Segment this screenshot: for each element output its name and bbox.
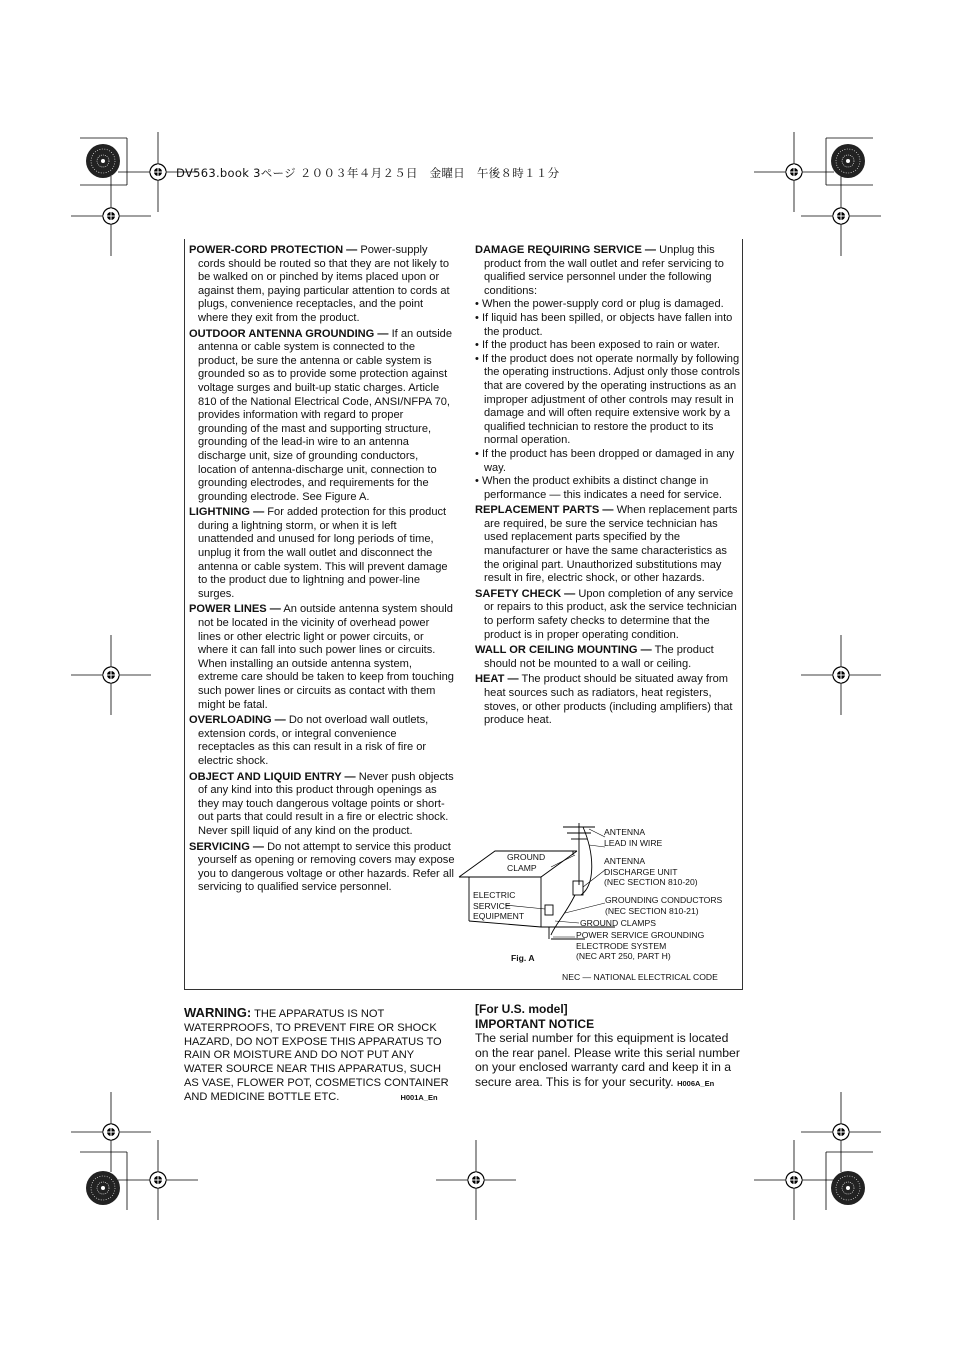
object-liquid-entry: OBJECT AND LIQUID ENTRY — Never push objects of any kind into this product through openings as they may touch dangerous voltage points or short-out parts that could result in a fire or electric shock. Never spill liquid of any kind on the product. xyxy=(189,770,454,837)
label-grounding-conductors: GROUNDING CONDUCTORS (NEC SECTION 810-21) xyxy=(605,895,723,916)
wall-ceiling-mounting: WALL OR CEILING MOUNTING — The product should not be mounted to a wall or ceiling. xyxy=(475,644,714,670)
notice-code: H006A_En xyxy=(677,1078,715,1088)
power-lines: POWER LINES — An outside antenna system should not be located in the vicinity of overhead power lines or other electric light or power circuits, or where it can fall into such power lines or circuits. When installing an outside antenna system, extreme care should be taken to keep from touching such power lines or circuits as contact with them might be fatal. xyxy=(189,603,454,711)
warning-label: WARNING: xyxy=(184,1005,252,1020)
heat: HEAT — The product should be situated away from heat sources such as radiators, heat registers, stoves, or other products (including amplifiers) that produce heat. xyxy=(475,673,733,727)
figure-caption: Fig. A xyxy=(511,953,535,963)
warning-text: THE APPARATUS IS NOT WATERPROOFS, TO PREVENT FIRE OR SHOCK HAZARD, DO NOT EXPOSE THIS APPARATUS TO RAIN OR MOISTURE AND DO NOT PUT ANY WATER SOURCE NEAR THIS APPARATUS, SUCH AS VASE, FLOWER POT, COSMETICS CONTAINER AND MEDICINE BOTTLE ETC. xyxy=(184,1008,449,1103)
damage-bullet: • If the product has been dropped or damaged in any way. xyxy=(475,447,735,474)
safety-check: SAFETY CHECK — Upon completion of any service or repairs to this product, ask the service technician to perform safety checks to determine that the product is in proper operating condition. xyxy=(475,587,737,641)
power-cord-protection: POWER-CORD PROTECTION — Power-supply cords should be routed so that they are not likely to be walked on or pinched by items placed upon or against them, paying particular attention to cords at plugs, convenience receptacles, and the point where they exit from the product. xyxy=(189,244,450,324)
label-ground-clamps: GROUND CLAMPS xyxy=(580,918,656,928)
damage-bullet: • When the product exhibits a distinct change in performance — this indicates a need for service. xyxy=(475,475,723,501)
label-discharge-unit: ANTENNA DISCHARGE UNIT (NEC SECTION 810-20) xyxy=(604,856,698,887)
damage-bullet: • If the product has been exposed to rain or water. xyxy=(475,339,721,352)
lightning: LIGHTNING — For added protection for this product during a lightning storm, or when it is left unattended and unused for long periods of time, unplug it from the wall outlet and disconnect the antenna or cable system. This will prevent damage to the product due to lightning and power-line surges. xyxy=(189,506,448,600)
damage-bullet: • If the product does not operate normally by following the operating instructions. Adjust only those controls that are covered by the operating instructions as an improper adjustment of other controls may result in damage and will often require extensive work by a qualified technician to restore the product to its normal operation. xyxy=(475,352,740,447)
overloading: OVERLOADING — Do not overload wall outlets, extension cords, or integral convenience receptacles as this can result in a risk of fire or electric shock. xyxy=(189,714,429,767)
damage-bullet: • When the power-supply cord or plug is damaged. xyxy=(475,298,724,311)
file-header: DV563.book 3ページ ２００３年４月２５日 金曜日 午後８時１１分 xyxy=(176,166,560,180)
nec-note: NEC — NATIONAL ELECTRICAL CODE xyxy=(562,972,718,982)
outdoor-antenna-grounding: OUTDOOR ANTENNA GROUNDING — If an outside antenna or cable system is connected to the product, be sure the antenna or cable system is grounded so as to provide some protection against voltage surges and built-up static charges. Article 810 of the National Electrical Code, ANSI/NFPA 70, provides information with regard to proper grounding of the mast and supporting structure, grounding of the lead-in wire to an antenna discharge unit, size of grounding conductors, location of antenna-discharge unit, connection to grounding electrodes, and requirements for the grounding electrode. See Figure A. xyxy=(189,327,453,503)
label-antenna: ANTENNA LEAD IN WIRE xyxy=(604,827,663,848)
left-column xyxy=(189,244,455,897)
notice-body: The serial number for this equipment is located on the rear panel. Please write this serial number on your enclosed warranty card and keep it in a secure area. This is for your security. H006A_En xyxy=(475,1031,740,1089)
damage-bullet: • If liquid has been spilled, or objects have fallen into the product. xyxy=(475,311,733,338)
replacement-parts: REPLACEMENT PARTS — When replacement parts are required, be sure the service technician has used replacement parts specified by the manufacturer or have the same characteristics as the original part. Unauthorized substitutions may result in fire, electric shock, or other hazards. xyxy=(475,504,738,585)
notice-title: IMPORTANT NOTICE xyxy=(475,1016,595,1031)
damage-requiring-service: DAMAGE REQUIRING SERVICE — Unplug this product from the wall outlet and refer servicing to qualified service personnel under the following conditions: xyxy=(475,244,724,297)
important-notice xyxy=(475,1002,745,1092)
label-electric-service: ELECTRIC SERVICE EQUIPMENT xyxy=(473,890,525,921)
right-column xyxy=(475,244,741,730)
servicing: SERVICING — Do not attempt to service this product yourself as opening or removing covers may expose you to dangerous voltage or other hazards. Refer all servicing to qualified service personnel. xyxy=(189,840,455,894)
label-ground-clamp: GROUND CLAMP xyxy=(507,852,546,873)
notice-model: [For U.S. model] xyxy=(475,1002,568,1016)
label-electrode-system: POWER SERVICE GROUNDING ELECTRODE SYSTEM (NEC ART 250, PART H) xyxy=(576,930,705,961)
warning-code: H001A_En xyxy=(400,1092,438,1102)
warning-block xyxy=(184,1006,454,1105)
